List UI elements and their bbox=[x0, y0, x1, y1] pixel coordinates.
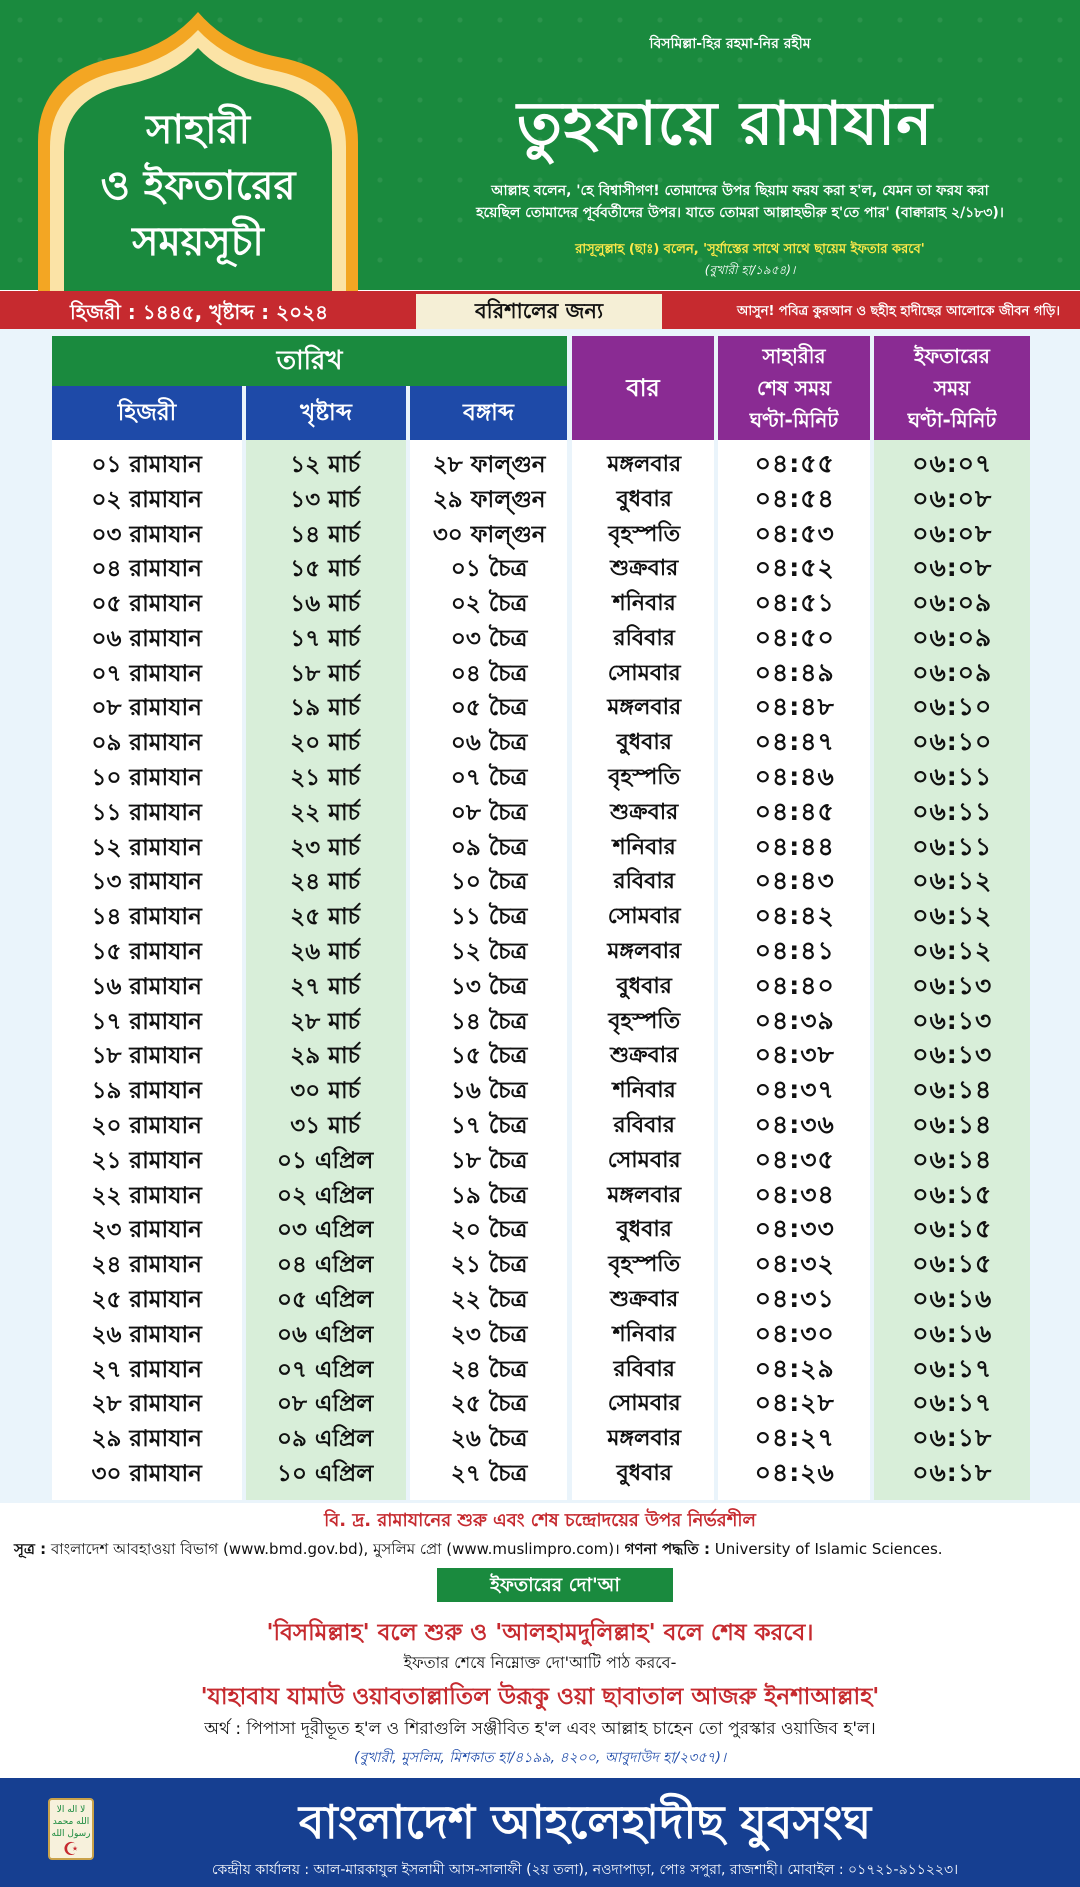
dua-label: ইফতারের দো'আ bbox=[437, 1568, 673, 1602]
cell-iftar: ০৬:১৩ bbox=[912, 1040, 993, 1070]
table-row bbox=[52, 483, 1030, 518]
cell-hijri: ২৪ রামাযান bbox=[91, 1252, 202, 1279]
cell-sehri: ০৪:২৮ bbox=[754, 1388, 835, 1418]
table-row bbox=[52, 1283, 1030, 1318]
cell-hijri: ১৫ রামাযান bbox=[91, 939, 202, 966]
cell-sehri: ০৪:৩৯ bbox=[754, 1005, 835, 1035]
cell-sehri: ০৪:৩৪ bbox=[754, 1179, 835, 1209]
city-label: বরিশালের জন্য bbox=[414, 292, 664, 332]
table-row bbox=[52, 1005, 1030, 1040]
table-row bbox=[52, 622, 1030, 657]
arch-line-3: সময়সূচী bbox=[132, 219, 264, 265]
page-title: তুহফায়ে রামাযান bbox=[516, 89, 934, 159]
cell-day: শনিবার bbox=[612, 1078, 676, 1104]
cell-sehri: ০৪:৫২ bbox=[754, 553, 835, 583]
header-iftar-line-2: সময় bbox=[933, 376, 971, 400]
table-row bbox=[52, 1318, 1030, 1353]
cell-greg: ০৩ এপ্রিল bbox=[277, 1217, 374, 1244]
cell-sehri: ০৪:৩৭ bbox=[754, 1075, 835, 1105]
cell-beng: ৩০ ফাল্গুন bbox=[432, 521, 546, 548]
organization-address: কেন্দ্রীয় কার্যালয় : আল-মারকাযুল ইসলামী আস-সালাফী (২য় তলা), নওদাপাড়া, পোঃ সপুরা, রাজশাহী। মোবাইল : ০১৭২১-৯১১২২৩। bbox=[211, 1862, 959, 1878]
hadith-reference: (বুখারী হা/১৯৫৪)। bbox=[704, 263, 796, 277]
cell-day: রবিবার bbox=[613, 1356, 675, 1382]
table-row bbox=[52, 1074, 1030, 1109]
cell-iftar: ০৬:১০ bbox=[912, 727, 993, 757]
header-hijri: হিজরী bbox=[52, 386, 242, 440]
cell-greg: ১৫ মার্চ bbox=[290, 556, 361, 583]
cell-iftar: ০৬:১১ bbox=[912, 796, 993, 826]
cell-sehri: ০৪:৫৩ bbox=[754, 518, 835, 548]
cell-beng: ১৫ চৈত্র bbox=[450, 1043, 528, 1070]
cell-sehri: ০৪:৫৫ bbox=[754, 448, 835, 478]
cell-sehri: ০৪:৫৪ bbox=[754, 483, 835, 513]
cell-sehri: ০৪:৪২ bbox=[754, 901, 835, 931]
cell-iftar: ০৬:১৬ bbox=[912, 1318, 993, 1348]
table-row bbox=[52, 692, 1030, 727]
cell-iftar: ০৬:১০ bbox=[912, 692, 993, 722]
source-line bbox=[14, 1538, 1074, 1563]
cell-greg: ২৯ মার্চ bbox=[290, 1043, 361, 1070]
cell-greg: ২৩ মার্চ bbox=[290, 834, 361, 861]
table-row bbox=[52, 1388, 1030, 1423]
cell-day: বৃহস্পতি bbox=[608, 765, 681, 791]
cell-iftar: ০৬:১৭ bbox=[912, 1353, 993, 1383]
cell-hijri: ১৯ রামাযান bbox=[91, 1078, 202, 1105]
cell-sehri: ০৪:৫১ bbox=[754, 588, 835, 618]
cell-greg: ১৩ মার্চ bbox=[290, 486, 361, 513]
organization-name: বাংলাদেশ আহলেহাদীছ যুবসংঘ bbox=[298, 1795, 872, 1849]
cell-iftar: ০৬:১২ bbox=[912, 936, 993, 966]
cell-hijri: ১২ রামাযান bbox=[91, 834, 202, 861]
cell-beng: ০৬ চৈত্র bbox=[450, 730, 528, 757]
cell-day: শুক্রবার bbox=[610, 1043, 679, 1069]
cell-day: সোমবার bbox=[607, 1391, 681, 1417]
cell-day: শুক্রবার bbox=[610, 1287, 679, 1313]
table-row bbox=[52, 587, 1030, 622]
table-row bbox=[52, 866, 1030, 901]
table-row bbox=[52, 1353, 1030, 1388]
cell-beng: ০৫ চৈত্র bbox=[450, 695, 528, 722]
cell-hijri: ০৮ রামাযান bbox=[91, 695, 202, 722]
header-gregorian: খৃষ্টাব্দ bbox=[246, 386, 406, 440]
cell-hijri: ১১ রামাযান bbox=[91, 799, 202, 826]
cell-iftar: ০৬:১৪ bbox=[912, 1075, 993, 1105]
cell-day: সোমবার bbox=[607, 904, 681, 930]
cell-sehri: ০৪:২৯ bbox=[754, 1353, 835, 1383]
cell-iftar: ০৬:০৯ bbox=[912, 588, 993, 618]
cell-greg: ০১ এপ্রিল bbox=[277, 1147, 374, 1174]
cell-hijri: ০৪ রামাযান bbox=[91, 556, 202, 583]
header-day: বার bbox=[572, 336, 714, 440]
cell-hijri: ২২ রামাযান bbox=[91, 1182, 202, 1209]
header-iftar-line-3: ঘণ্টা-মিনিট bbox=[907, 408, 997, 432]
cell-sehri: ০৪:৪৬ bbox=[754, 762, 835, 792]
cell-hijri: ১৬ রামাযান bbox=[91, 973, 202, 1000]
cell-day: বুধবার bbox=[616, 730, 672, 756]
table-row bbox=[52, 552, 1030, 587]
cell-iftar: ০৬:০৯ bbox=[912, 657, 993, 687]
dua-line-2: ইফতার শেষে নিম্নোক্ত দো'আটি পাঠ করবে- bbox=[403, 1653, 677, 1672]
cell-greg: ৩০ মার্চ bbox=[290, 1078, 361, 1105]
cell-day: বুধবার bbox=[616, 973, 672, 999]
cell-sehri: ০৪:২৭ bbox=[754, 1423, 835, 1453]
table-row bbox=[52, 900, 1030, 935]
cell-greg: ০২ এপ্রিল bbox=[277, 1182, 374, 1209]
table-row bbox=[52, 1248, 1030, 1283]
verse-line-2: হয়েছিল তোমাদের পূর্ববর্তীদের উপর। যাতে তোমরা আল্লাহভীরু হ'তে পার' (বাক্বারাহ ২/১৮৩)। bbox=[476, 205, 1004, 221]
cell-day: সোমবার bbox=[607, 660, 681, 686]
cell-iftar: ০৬:০৭ bbox=[912, 448, 993, 478]
header-bengali: বঙ্গাব্দ bbox=[410, 386, 567, 440]
cell-day: মঙ্গলবার bbox=[607, 939, 682, 965]
cell-beng: ০৪ চৈত্র bbox=[450, 660, 528, 687]
cell-day: রবিবার bbox=[613, 625, 675, 651]
cell-hijri: ২১ রামাযান bbox=[91, 1147, 202, 1174]
calc-label: গণনা পদ্ধতি : bbox=[624, 1540, 711, 1558]
cell-beng: ০৭ চৈত্র bbox=[450, 765, 528, 792]
cell-greg: ১৪ মার্চ bbox=[290, 521, 361, 548]
table-row bbox=[52, 1179, 1030, 1214]
table-row bbox=[52, 831, 1030, 866]
header-iftar bbox=[874, 336, 1030, 440]
cell-day: রবিবার bbox=[613, 1113, 675, 1139]
cell-greg: ১৭ মার্চ bbox=[290, 625, 361, 652]
cell-hijri: ১৮ রামাযান bbox=[91, 1043, 202, 1070]
cell-sehri: ০৪:৩৩ bbox=[754, 1214, 835, 1244]
schedule-rows bbox=[52, 448, 1030, 1492]
header-sehri-line-3: ঘণ্টা-মিনিট bbox=[749, 408, 839, 432]
cell-sehri: ০৪:৪৫ bbox=[754, 796, 835, 826]
table-row bbox=[52, 448, 1030, 483]
cell-sehri: ০৪:৩২ bbox=[754, 1249, 835, 1279]
table-row bbox=[52, 518, 1030, 553]
cell-iftar: ০৬:১৩ bbox=[912, 1005, 993, 1035]
dua-line-1: 'বিসমিল্লাহ' বলে শুরু ও 'আলহামদুলিল্লাহ' বলে শেষ করবে। bbox=[266, 1620, 814, 1646]
cell-greg: ০৯ এপ্রিল bbox=[277, 1426, 374, 1453]
cell-hijri: ৩০ রামাযান bbox=[91, 1461, 202, 1488]
header-date: তারিখ bbox=[52, 336, 567, 386]
table-row bbox=[52, 1457, 1030, 1492]
cell-day: বৃহস্পতি bbox=[608, 1252, 681, 1278]
cell-beng: ২৫ চৈত্র bbox=[450, 1391, 528, 1418]
cell-greg: ০৬ এপ্রিল bbox=[277, 1321, 374, 1348]
invite-text: আসুন! পবিত্র কুরআন ও ছহীহ হাদীছের আলোকে জীবন গড়ি। bbox=[736, 304, 1060, 319]
cell-day: বুধবার bbox=[616, 1461, 672, 1487]
cell-iftar: ০৬:০৮ bbox=[912, 518, 993, 548]
cell-beng: ১৩ চৈত্র bbox=[450, 973, 528, 1000]
table-row bbox=[52, 796, 1030, 831]
cell-day: মঙ্গলবার bbox=[607, 1426, 682, 1452]
cell-iftar: ০৬:১৫ bbox=[912, 1249, 993, 1279]
cell-hijri: ০৭ রামাযান bbox=[91, 660, 202, 687]
cell-day: বুধবার bbox=[616, 486, 672, 512]
cell-beng: ০৮ চৈত্র bbox=[450, 799, 528, 826]
cell-greg: ১৮ মার্চ bbox=[290, 660, 361, 687]
header-sehri-line-2: শেষ সময় bbox=[756, 376, 832, 400]
cell-iftar: ০৬:১৪ bbox=[912, 1144, 993, 1174]
year-label: হিজরী : ১৪৪৫, খৃষ্টাব্দ : ২০২৪ bbox=[70, 300, 329, 324]
cell-hijri: ২৬ রামাযান bbox=[91, 1321, 202, 1348]
cell-hijri: ০৫ রামাযান bbox=[91, 591, 202, 618]
crescent-icon: ☪ bbox=[62, 1839, 80, 1860]
cell-iftar: ০৬:১৫ bbox=[912, 1214, 993, 1244]
cell-greg: ০৮ এপ্রিল bbox=[277, 1391, 374, 1418]
verse-line-1: আল্লাহ বলেন, 'হে বিশ্বাসীগণ! তোমাদের উপর ছিয়াম ফরয করা হ'ল, যেমন তা ফরয করা bbox=[491, 183, 989, 199]
cell-beng: ১২ চৈত্র bbox=[450, 939, 528, 966]
table-row bbox=[52, 726, 1030, 761]
cell-greg: ২০ মার্চ bbox=[290, 730, 361, 757]
cell-day: শুক্রবার bbox=[610, 799, 679, 825]
cell-iftar: ০৬:১২ bbox=[912, 866, 993, 896]
cell-day: শনিবার bbox=[612, 1321, 676, 1347]
cell-hijri: ২৭ রামাযান bbox=[91, 1356, 202, 1383]
cell-sehri: ০৪:৫০ bbox=[754, 622, 835, 652]
note-text: বি. দ্র. রামাযানের শুরু এবং শেষ চন্দ্রোদয়ের উপর নির্ভরশীল bbox=[324, 1510, 756, 1531]
hadith-text: রাসূলুল্লাহ (ছাঃ) বলেন, 'সূর্যাস্তের সাথে সাথে ছায়েম ইফতার করবে' bbox=[575, 242, 925, 257]
cell-beng: ১৭ চৈত্র bbox=[450, 1113, 528, 1140]
cell-sehri: ০৪:৪০ bbox=[754, 970, 835, 1000]
cell-beng: ১০ চৈত্র bbox=[450, 869, 528, 896]
dua-line-3: 'যাহাবায যামাউ ওয়াবতাল্লাতিল উরূকু ওয়া ছাবাতাল আজরু ইনশাআল্লাহ' bbox=[200, 1684, 880, 1710]
cell-hijri: ০৩ রামাযান bbox=[91, 521, 202, 548]
cell-hijri: ১৪ রামাযান bbox=[91, 904, 202, 931]
cell-iftar: ০৬:১১ bbox=[912, 762, 993, 792]
table-row bbox=[52, 1214, 1030, 1249]
cell-hijri: ২০ রামাযান bbox=[91, 1113, 202, 1140]
cell-greg: ১৬ মার্চ bbox=[290, 591, 361, 618]
cell-sehri: ০৪:৩১ bbox=[754, 1284, 835, 1314]
cell-day: শুক্রবার bbox=[610, 556, 679, 582]
table-row bbox=[52, 1144, 1030, 1179]
cell-iftar: ০৬:১৫ bbox=[912, 1179, 993, 1209]
cell-iftar: ০৬:১৮ bbox=[912, 1423, 993, 1453]
cell-sehri: ০৪:৩৫ bbox=[754, 1144, 835, 1174]
cell-day: সোমবার bbox=[607, 1147, 681, 1173]
table-row bbox=[52, 1040, 1030, 1075]
cell-beng: ২৭ চৈত্র bbox=[450, 1461, 528, 1488]
header-sehri bbox=[718, 336, 870, 440]
cell-beng: ০১ চৈত্র bbox=[450, 556, 528, 583]
cell-hijri: ০৬ রামাযান bbox=[91, 625, 202, 652]
cell-hijri: ০২ রামাযান bbox=[91, 486, 202, 513]
dua-meaning: অর্থ : পিপাসা দূরীভূত হ'ল ও শিরাগুলি সঞ্জীবিত হ'ল এবং আল্লাহ চাহেন তো পুরস্কার ওয়াজিব হ'ল। bbox=[204, 1719, 876, 1739]
table-row bbox=[52, 761, 1030, 796]
cell-greg: ২২ মার্চ bbox=[290, 799, 361, 826]
cell-day: বৃহস্পতি bbox=[608, 521, 681, 547]
cell-beng: ০২ চৈত্র bbox=[450, 591, 528, 618]
dua-reference: (বুখারী, মুসলিম, মিশকাত হা/৪১৯৯, ৪২০০, আবুদাউদ হা/২৩৫৭)। bbox=[353, 1750, 727, 1766]
cell-beng: ১৮ চৈত্র bbox=[450, 1147, 528, 1174]
source-label: সূত্র : bbox=[14, 1540, 47, 1558]
cell-sehri: ০৪:৪৮ bbox=[754, 692, 835, 722]
logo-text: لا اله الا الله محمد رسول الله bbox=[51, 1805, 91, 1839]
cell-day: মঙ্গলবার bbox=[607, 695, 682, 721]
cell-day: বৃহস্পতি bbox=[608, 1008, 681, 1034]
cell-sehri: ০৪:৩৬ bbox=[754, 1110, 835, 1140]
cell-iftar: ০৬:০৮ bbox=[912, 483, 993, 513]
table-row bbox=[52, 1422, 1030, 1457]
cell-day: শনিবার bbox=[612, 834, 676, 860]
cell-beng: ১১ চৈত্র bbox=[450, 904, 528, 931]
cell-greg: ০৫ এপ্রিল bbox=[277, 1287, 374, 1314]
cell-iftar: ০৬:১২ bbox=[912, 901, 993, 931]
arch-line-1: সাহারী bbox=[145, 107, 251, 153]
cell-beng: ১৬ চৈত্র bbox=[450, 1078, 528, 1105]
source-text: বাংলাদেশ আবহাওয়া বিভাগ (www.bmd.gov.bd), মুসলিম প্রো (www.muslimpro.com)। bbox=[50, 1540, 620, 1558]
cell-greg: ২৫ মার্চ bbox=[290, 904, 361, 931]
cell-day: মঙ্গলবার bbox=[607, 451, 682, 477]
cell-sehri: ০৪:৪৪ bbox=[754, 831, 835, 861]
cell-sehri: ০৪:৪৩ bbox=[754, 866, 835, 896]
cell-hijri: ২৫ রামাযান bbox=[91, 1287, 202, 1314]
cell-hijri: ০৯ রামাযান bbox=[91, 730, 202, 757]
cell-beng: ২২ চৈত্র bbox=[450, 1287, 528, 1314]
cell-greg: ১০ এপ্রিল bbox=[277, 1461, 374, 1488]
cell-iftar: ০৬:০৮ bbox=[912, 553, 993, 583]
cell-beng: ২১ চৈত্র bbox=[450, 1252, 528, 1279]
cell-hijri: ০১ রামাযান bbox=[91, 451, 202, 478]
header-sehri-line-1: সাহারীর bbox=[762, 344, 826, 368]
calc-text: University of Islamic Sciences. bbox=[714, 1540, 943, 1558]
cell-day: মঙ্গলবার bbox=[607, 1182, 682, 1208]
cell-hijri: ২৩ রামাযান bbox=[91, 1217, 202, 1244]
cell-day: বুধবার bbox=[616, 1217, 672, 1243]
table-row bbox=[52, 970, 1030, 1005]
cell-sehri: ০৪:৩৮ bbox=[754, 1040, 835, 1070]
cell-greg: ০৪ এপ্রিল bbox=[277, 1252, 374, 1279]
cell-iftar: ০৬:১১ bbox=[912, 831, 993, 861]
cell-sehri: ০৪:৪৯ bbox=[754, 657, 835, 687]
cell-hijri: ১৩ রামাযান bbox=[91, 869, 202, 896]
cell-day: রবিবার bbox=[613, 869, 675, 895]
cell-beng: ২০ চৈত্র bbox=[450, 1217, 528, 1244]
cell-sehri: ০৪:৪১ bbox=[754, 936, 835, 966]
table-row bbox=[52, 657, 1030, 692]
cell-beng: ০৯ চৈত্র bbox=[450, 834, 528, 861]
cell-beng: ২৯ ফাল্গুন bbox=[432, 486, 546, 513]
cell-sehri: ০৪:২৬ bbox=[754, 1458, 835, 1488]
bismillah-text: বিসমিল্লা-হির রহমা-নির রহীম bbox=[649, 36, 811, 52]
cell-greg: ১৯ মার্চ bbox=[290, 695, 361, 722]
cell-beng: ২৮ ফাল্গুন bbox=[432, 451, 546, 478]
schedule-arch-badge bbox=[28, 12, 368, 294]
cell-iftar: ০৬:১৭ bbox=[912, 1388, 993, 1418]
cell-beng: ০৩ চৈত্র bbox=[450, 625, 528, 652]
cell-iftar: ০৬:১৬ bbox=[912, 1284, 993, 1314]
cell-beng: ২৪ চৈত্র bbox=[450, 1356, 528, 1383]
cell-beng: ২৬ চৈত্র bbox=[450, 1426, 528, 1453]
cell-sehri: ০৪:৩০ bbox=[754, 1318, 835, 1348]
cell-sehri: ০৪:৪৭ bbox=[754, 727, 835, 757]
quran-verse bbox=[430, 180, 1050, 224]
cell-beng: ১৪ চৈত্র bbox=[450, 1008, 528, 1035]
organization-logo bbox=[48, 1798, 94, 1860]
header-iftar-line-1: ইফতারের bbox=[914, 344, 990, 368]
cell-hijri: ২৮ রামাযান bbox=[91, 1391, 202, 1418]
cell-iftar: ০৬:০৯ bbox=[912, 622, 993, 652]
cell-iftar: ০৬:১৩ bbox=[912, 970, 993, 1000]
cell-greg: ২১ মার্চ bbox=[290, 765, 361, 792]
cell-beng: ১৯ চৈত্র bbox=[450, 1182, 528, 1209]
cell-iftar: ০৬:১৪ bbox=[912, 1110, 993, 1140]
cell-beng: ২৩ চৈত্র bbox=[450, 1321, 528, 1348]
cell-hijri: ১৭ রামাযান bbox=[91, 1008, 202, 1035]
cell-greg: ২৬ মার্চ bbox=[290, 939, 361, 966]
cell-hijri: ১০ রামাযান bbox=[91, 765, 202, 792]
cell-iftar: ০৬:১৮ bbox=[912, 1458, 993, 1488]
table-row bbox=[52, 935, 1030, 970]
cell-hijri: ২৯ রামাযান bbox=[91, 1426, 202, 1453]
cell-greg: ২৪ মার্চ bbox=[290, 869, 361, 896]
cell-greg: ১২ মার্চ bbox=[290, 451, 361, 478]
cell-greg: ৩১ মার্চ bbox=[290, 1113, 361, 1140]
cell-greg: ২৮ মার্চ bbox=[290, 1008, 361, 1035]
table-row bbox=[52, 1109, 1030, 1144]
cell-day: শনিবার bbox=[612, 591, 676, 617]
arch-line-2: ও ইফতারের bbox=[100, 163, 296, 209]
cell-greg: ০৭ এপ্রিল bbox=[277, 1356, 374, 1383]
cell-greg: ২৭ মার্চ bbox=[290, 973, 361, 1000]
